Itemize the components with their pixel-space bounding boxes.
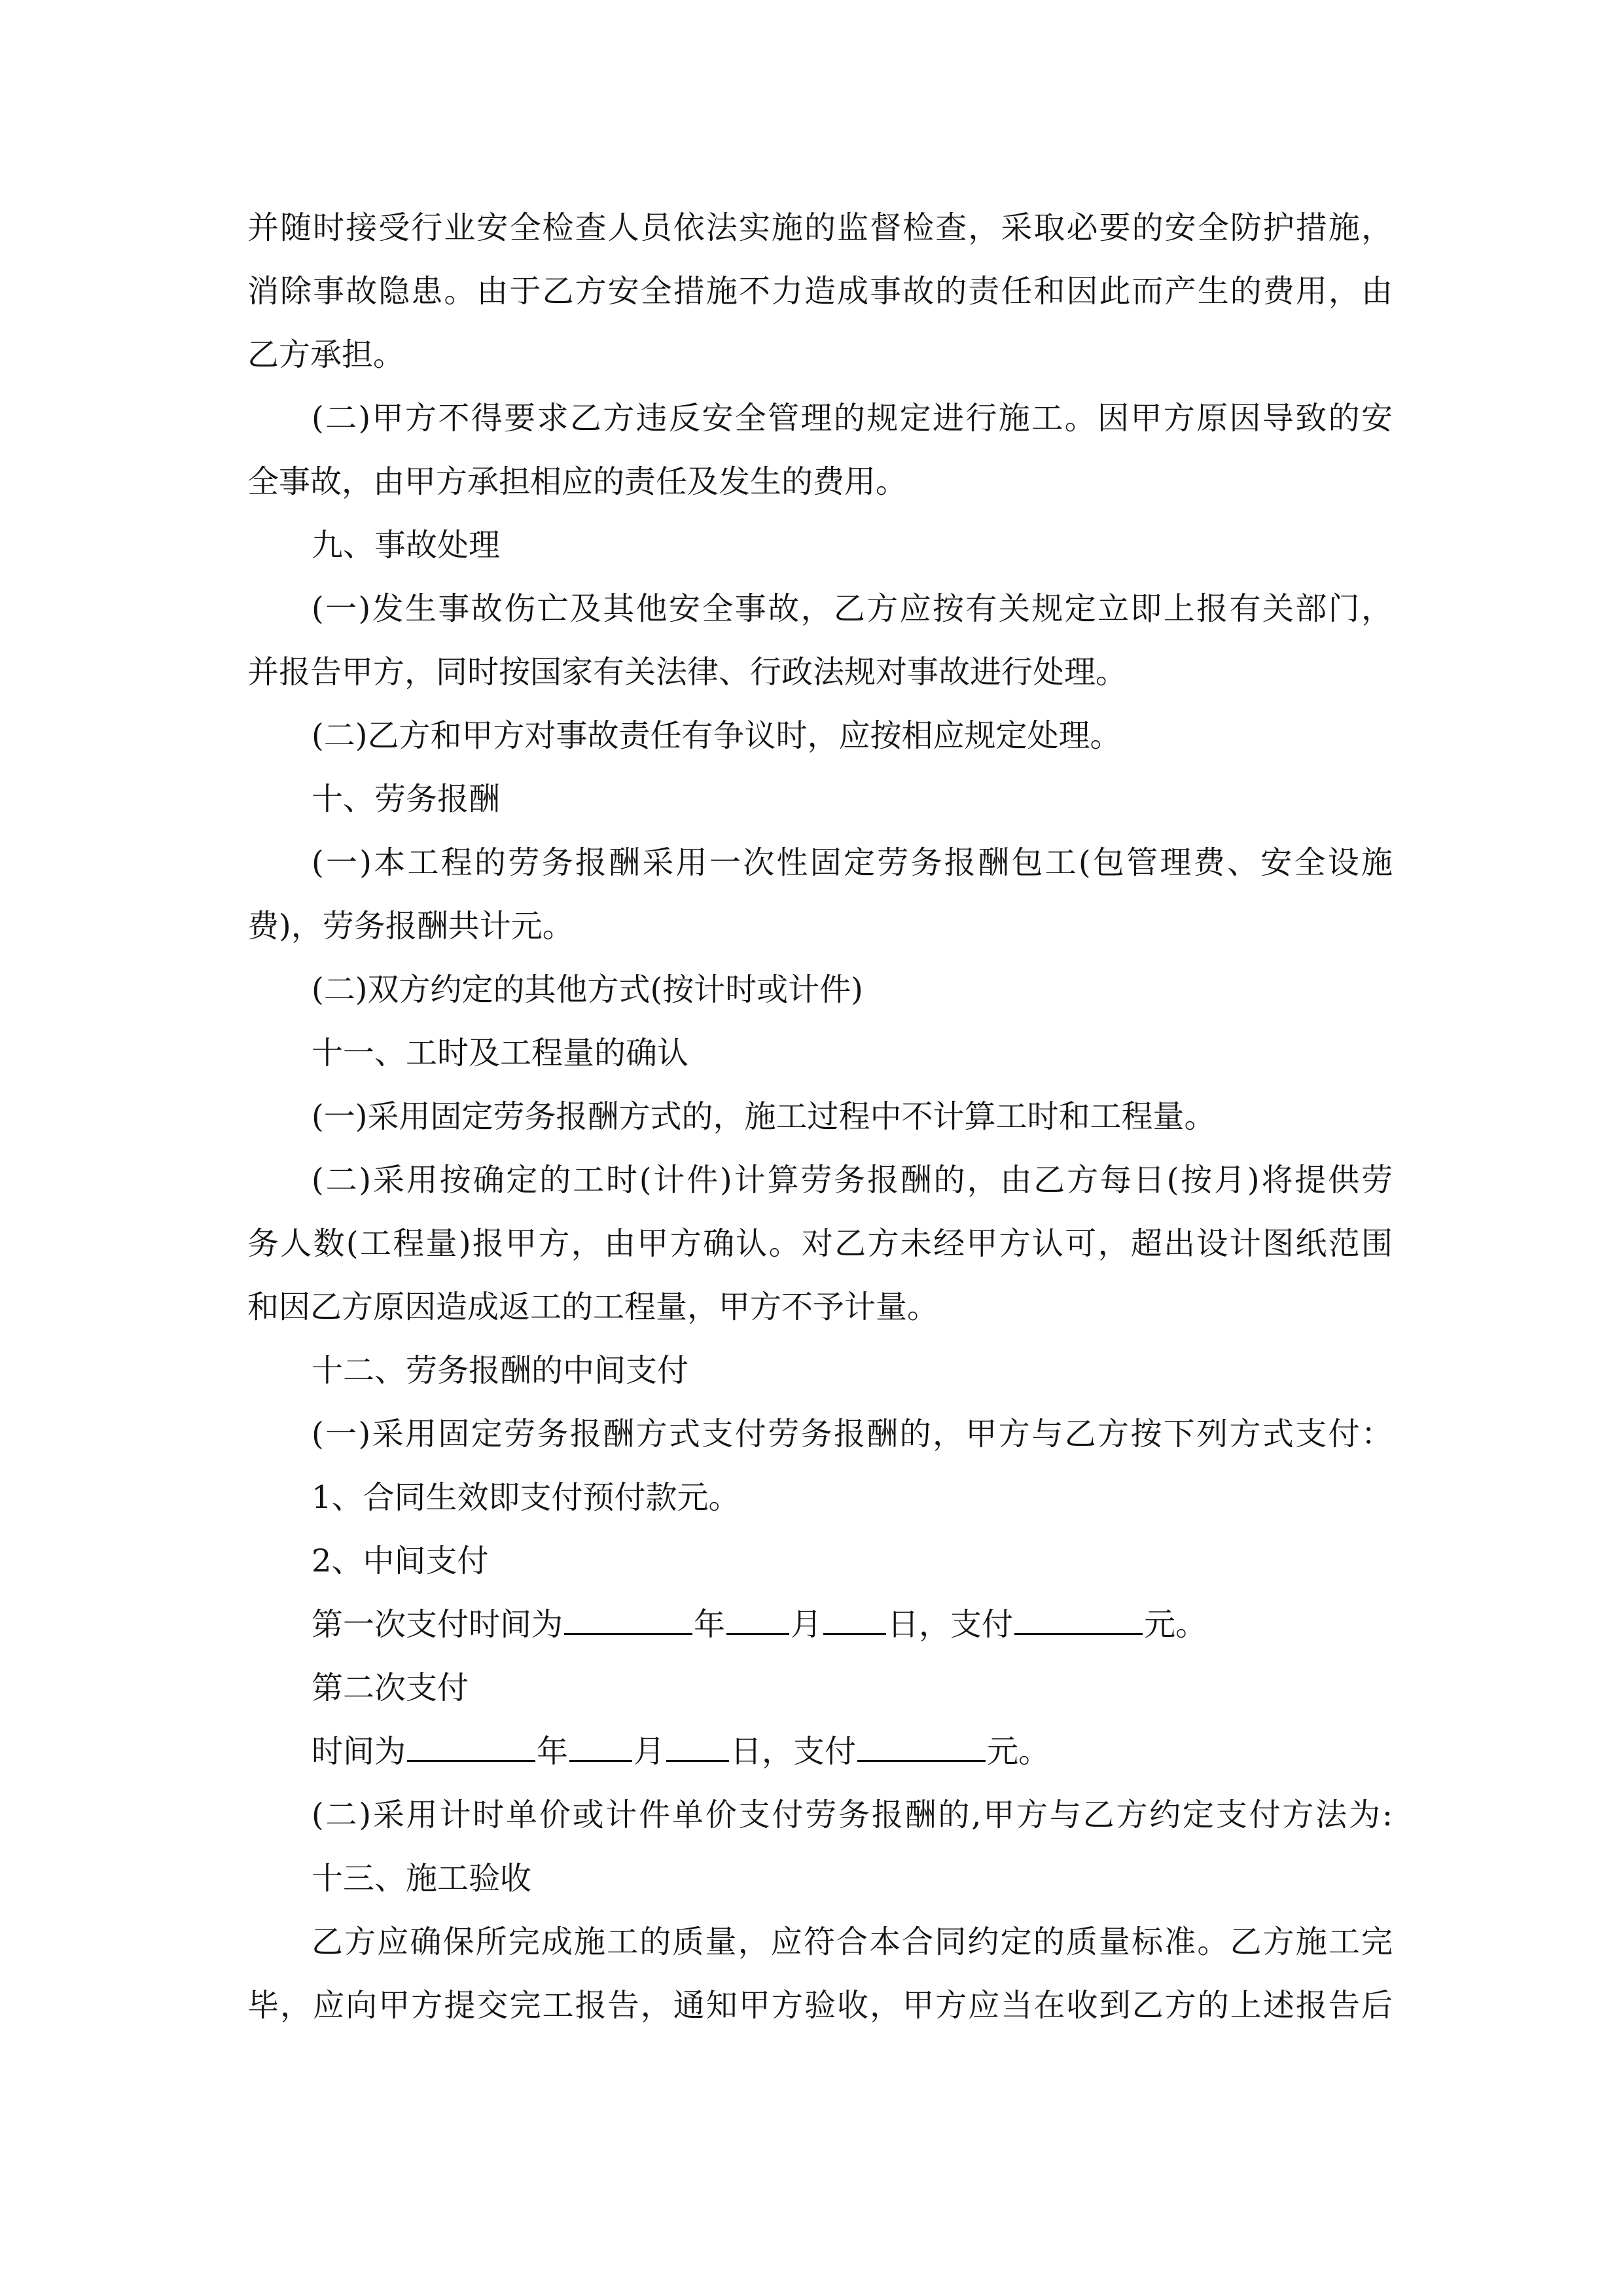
text-line: (二)双方约定的其他方式(按计时或计件) [312, 971, 863, 1008]
first-payment-day-blank [823, 1603, 886, 1635]
text-line: 和因乙方原因造成返工的工程量，甲方不予计量。 [247, 1289, 939, 1325]
second-payment-month-blank [569, 1730, 632, 1762]
section-heading: 十三、施工验收 [312, 1860, 532, 1897]
second-payment-line [247, 1720, 1393, 1784]
text-line: 费)，劳务报酬共计元。 [247, 908, 574, 944]
second-payment-year-blank [407, 1730, 535, 1762]
first-payment-line [247, 1593, 1393, 1657]
second-payment-year: 年 [537, 1733, 569, 1770]
text-line: (二)采用按确定的工时(计件)计算劳务报酬的，由乙方每日(按月)将提供劳 [312, 1162, 1393, 1198]
contract-body [247, 196, 1393, 2037]
text-line: 乙方应确保所完成施工的质量，应符合本合同约定的质量标准。乙方施工完 [312, 1924, 1393, 1960]
section-heading: 十、劳务报酬 [312, 781, 501, 817]
section-heading: 十二、劳务报酬的中间支付 [312, 1352, 689, 1389]
first-payment-prefix: 第一次支付时间为 [312, 1606, 563, 1643]
first-payment-year: 年 [694, 1606, 726, 1643]
text-line: 第二次支付 [312, 1670, 469, 1706]
text-line: 消除事故隐患。由于乙方安全措施不力造成事故的责任和因此而产生的费用，由 [247, 273, 1393, 310]
second-payment-prefix: 时间为 [312, 1733, 406, 1770]
first-payment-month: 月 [791, 1606, 823, 1643]
text-line: 并报告甲方，同时按国家有关法律、行政法规对事故进行处理。 [247, 654, 1128, 691]
text-line: (一)发生事故伤亡及其他安全事故，乙方应按有关规定立即上报有关部门， [312, 590, 1393, 627]
text-line: (一)采用固定劳务报酬方式的，施工过程中不计算工时和工程量。 [312, 1098, 1216, 1135]
text-line: (二)甲方不得要求乙方违反安全管理的规定进行施工。因甲方原因导致的安 [312, 400, 1393, 437]
text-line: 2、中间支付 [312, 1543, 489, 1579]
text-line: 全事故，由甲方承担相应的责任及发生的费用。 [247, 463, 908, 500]
first-payment-yuan: 元。 [1144, 1606, 1207, 1643]
text-line: 乙方承担。 [247, 336, 405, 373]
text-line: (一)本工程的劳务报酬采用一次性固定劳务报酬包工(包管理费、安全设施 [312, 844, 1393, 881]
section-heading: 九、事故处理 [312, 527, 501, 564]
text-line: 1、合同生效即支付预付款元。 [312, 1479, 740, 1516]
first-payment-year-blank [564, 1603, 692, 1635]
second-payment-month: 月 [633, 1733, 666, 1770]
first-payment-month-blank [726, 1603, 789, 1635]
second-payment-yuan: 元。 [987, 1733, 1050, 1770]
second-payment-amount-blank [857, 1730, 986, 1762]
text-line: (二)采用计时单价或计件单价支付劳务报酬的,甲方与乙方约定支付方法为: [312, 1797, 1393, 1833]
first-payment-amount-blank [1014, 1603, 1143, 1635]
text-line: 毕，应向甲方提交完工报告，通知甲方验收，甲方应当在收到乙方的上述报告后 [247, 1987, 1393, 2024]
second-payment-day: 日，支付 [730, 1733, 857, 1770]
section-heading: 十一、工时及工程量的确认 [312, 1035, 689, 1071]
first-payment-day: 日，支付 [887, 1606, 1014, 1643]
text-line: (二)乙方和甲方对事故责任有争议时，应按相应规定处理。 [312, 717, 1122, 754]
text-line: 并随时接受行业安全检查人员依法实施的监督检查，采取必要的安全防护措施， [247, 209, 1393, 246]
text-line: (一)采用固定劳务报酬方式支付劳务报酬的，甲方与乙方按下列方式支付： [312, 1416, 1393, 1452]
text-line: 务人数(工程量)报甲方，由甲方确认。对乙方未经甲方认可，超出设计图纸范围 [247, 1225, 1393, 1262]
second-payment-day-blank [666, 1730, 729, 1762]
